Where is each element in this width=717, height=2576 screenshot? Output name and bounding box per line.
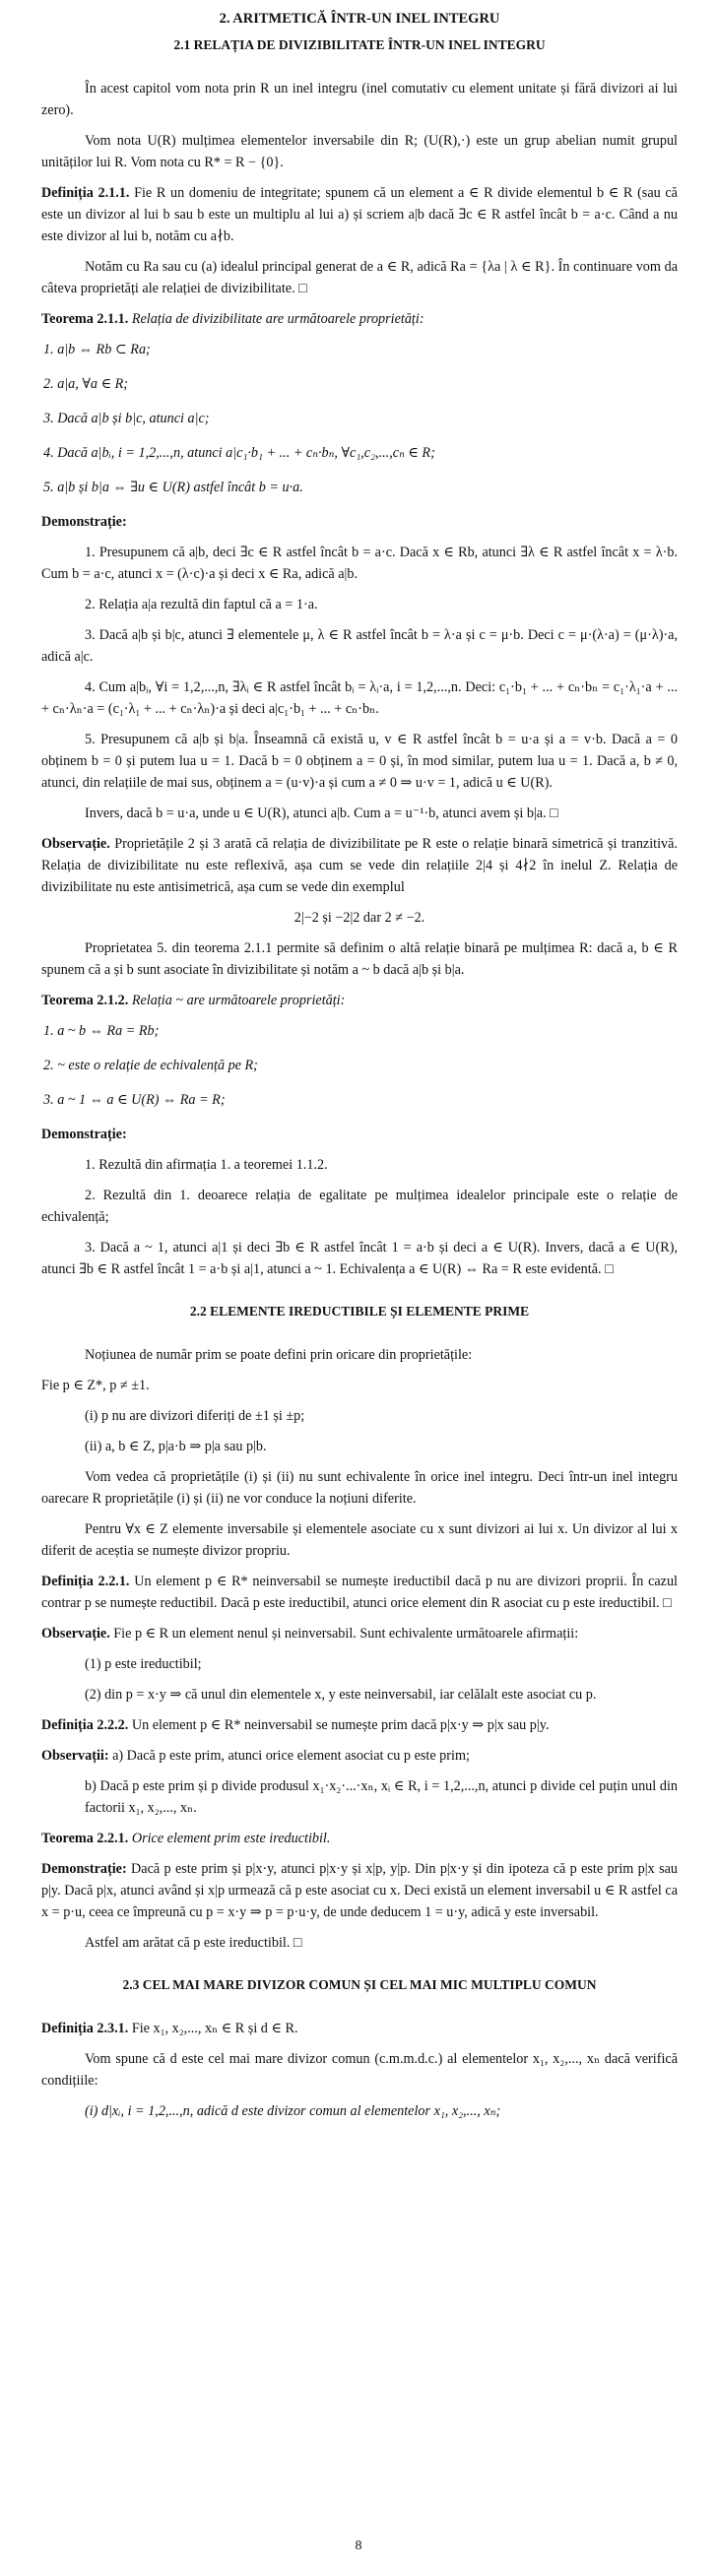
theorem-label: Teorema 2.1.2.	[41, 993, 129, 1009]
list-item: (i) p nu are divizori diferiți de ±1 și ±p;	[85, 1408, 305, 1425]
observation	[41, 833, 678, 898]
theorem-text: Relația ~ are următoarele proprietăți:	[128, 993, 346, 1009]
definition-2-3-1	[41, 2018, 678, 2039]
paragraph: Proprietatea 5. din teorema 2.1.1 permite să definim o altă relație binară pe mulțimea R: dacă a, b ∈ R spunem că a și b sunt asociate în divizibilitate și notăm a ~ b dacă a|b și b|a.	[41, 940, 678, 979]
definition-label: Definiția 2.2.2.	[41, 1717, 129, 1734]
paragraph: Fie p ∈ Z*, p ≠ ±1.	[41, 1378, 150, 1394]
list-item: 1. a ~ b ⇔ Ra = Rb;	[43, 1023, 160, 1040]
proof-step: 5. Presupunem că a|b și b|a. Înseamnă că există u, v ∈ R astfel încât b = u·a și a = v·b. Dacă a = 0 obținem b = 0 și putem lua u = 1. Dacă b = 0 obținem a = 0 și, în mod similar, putem lua u = 1. Dacă a, b ≠ 0, atunci, din relațiile de mai sus, obținem a = (u·v)·a și cum a ≠ 0 ⇒ u·v = 1, adică u ∈ U(R).	[41, 732, 678, 792]
list-item: (2) din p = x·y ⇒ că unul din elementele x, y este neinversabil, iar celălalt este asociat cu p.	[85, 1687, 597, 1704]
observation	[41, 1623, 678, 1644]
list-item: 4. Dacă a|bᵢ, i = 1,2,...,n, atunci a|c₁·b₁ + ... + cₙ·bₙ, ∀c₁,c₂,...,cₙ ∈ R;	[43, 445, 435, 462]
proof	[41, 1858, 678, 1923]
proof-step: 4. Cum a|bᵢ, ∀i = 1,2,...,n, ∃λᵢ ∈ R astfel încât bᵢ = λᵢ·a, i = 1,2,...,n. Deci: c₁·b₁ + ... + cₙ·bₙ = c₁·λ₁·a + ... + cₙ·λₙ·a = (c₁·λ₁ + ... + cₙ·λₙ)·a și deci a|c₁·b₁ + ... + cₙ·bₙ.	[41, 679, 678, 718]
definition-text: Fie R un domeniu de integritate; spunem că un element a ∈ R divide elementul b ∈ R (sau că este un divizor al lui b sau b este un multiplu al lui a) și scriem a|b dacă ∃c ∈ R astfel încât b = a·c. Când a nu este divizor al lui b, notăm cu a∤b.	[41, 185, 678, 245]
observation-text: Fie p ∈ R un element nenul și neinversabil. Sunt echivalente următoarele afirmații:	[109, 1626, 579, 1642]
chapter-title: 2. ARITMETICĂ ÎNTR-UN INEL INTEGRU	[219, 11, 500, 27]
observation-label: Observație.	[41, 1626, 110, 1642]
section-title-2-3: 2.3 CEL MAI MARE DIVIZOR COMUN ȘI CEL MAI MIC MULTIPLU COMUN	[122, 1977, 597, 1993]
list-item: 2. a|a, ∀a ∈ R;	[43, 376, 129, 393]
proof-step: 2. Rezultă din 1. deoarece relația de egalitate pe mulțimea idealelor principale este o relație de echivalență;	[41, 1188, 678, 1226]
list-item: 1. a|b ⇔ Rb ⊂ Ra;	[43, 342, 151, 358]
paragraph: Notăm cu Ra sau cu (a) idealul principal generat de a ∈ R, adică Ra = {λa | λ ∈ R}. În continuare vom da câteva proprietăți ale relației de divizibilitate. □	[41, 259, 678, 297]
proof-label: Demonstrație:	[41, 1127, 127, 1143]
list-item: 2. ~ este o relație de echivalență pe R;	[43, 1058, 258, 1074]
paragraph: Noțiunea de număr prim se poate defini prin oricare din proprietățile:	[85, 1347, 473, 1364]
observation-item: a) Dacă p este prim, atunci orice element asociat cu p este prim;	[112, 1748, 470, 1765]
definition-text: Un element p ∈ R* neinversabil se numește ireductibil dacă p nu are divizori proprii. În cazul contrar p se numește reductibil. Dacă p este ireductibil, atunci orice element din R asociat cu p este ireductibil. □	[41, 1574, 678, 1612]
paragraph: Vom vedea că proprietățile (i) și (ii) nu sunt echivalente în orice inel integru. Deci într-un inel integru oarecare R proprietățile (i) și (ii) ne vor conduce la noțiuni diferite.	[41, 1469, 678, 1508]
proof-step: 3. Dacă a|b și b|c, atunci ∃ elementele μ, λ ∈ R astfel încât b = λ·a și c = μ·b. Deci c = μ·(λ·a) = (μ·λ)·a, adică a|c.	[41, 627, 678, 666]
proof-label: Demonstrație:	[41, 1861, 127, 1878]
paragraph: În acest capitol vom nota prin R un inel integru (inel comutativ cu element unitate și fără divizori ai lui zero).	[41, 81, 678, 119]
theorem-2-1-2	[41, 990, 678, 1011]
proof-text: Dacă p este prim și p|x·y, atunci p|x·y și x|p, y|p. Din p|x·y și din ipoteza că p este prim p|x sau p|y. Dacă p|x, atunci având și x|p urmează că p este asociat cu x. Deci există un element inversabil u ∈ R astfel ca x = p·u, ceea ce împreună cu p = x·y ⇒ p = p·u·y, de unde deducem 1 = u·y, adică y este inversabil.	[41, 1861, 678, 1921]
proof-step: 1. Rezultă din afirmația 1. a teoremei 1.1.2.	[85, 1157, 328, 1174]
theorem-2-2-1	[41, 1828, 678, 1849]
definition-text: Fie x₁, x₂,..., xₙ ∈ R și d ∈ R.	[128, 2021, 298, 2037]
definition-2-2-2	[41, 1714, 678, 1736]
proof-step: 1. Presupunem că a|b, deci ∃c ∈ R astfel încât b = a·c. Dacă x ∈ Rb, atunci ∃λ ∈ R astfel încât x = λ·b. Cum b = a·c, atunci x = (λ·c)·a și deci x ∈ Ra, adică a|b.	[41, 545, 678, 583]
theorem-label: Teorema 2.2.1.	[41, 1831, 129, 1847]
theorem-2-1-1	[41, 308, 678, 330]
list-item: 3. a ~ 1 ⇔ a ∈ U(R) ⇔ Ra = R;	[43, 1092, 226, 1109]
observations-label: Observații:	[41, 1748, 109, 1765]
observation-label: Observație.	[41, 836, 110, 853]
proof-step: Invers, dacă b = u·a, unde u ∈ U(R), atunci a|b. Cum a = u⁻¹·b, atunci avem și b|a. □	[85, 805, 558, 822]
page-number: 8	[355, 2539, 362, 2553]
formula: 2|−2 și −2|2 dar 2 ≠ −2.	[293, 910, 425, 927]
page	[41, 8, 678, 2131]
proof-label: Demonstrație:	[41, 514, 127, 531]
definition-text: Un element p ∈ R* neinversabil se numește prim dacă p|x·y ⇒ p|x sau p|y.	[128, 1717, 550, 1734]
theorem-text: Orice element prim este ireductibil.	[128, 1831, 331, 1847]
paragraph: Vom nota U(R) mulțimea elementelor inversabile din R; (U(R),·) este un grup abelian numit grupul unităților lui R. Vom nota cu R* = R − {0}.	[41, 133, 678, 171]
proof-end: Astfel am arătat că p este ireductibil. □	[85, 1935, 302, 1952]
section-title-2-2: 2.2 ELEMENTE IREDUCTIBILE ȘI ELEMENTE PRIME	[189, 1304, 530, 1320]
proof-step: 2. Relația a|a rezultă din faptul că a = 1·a.	[85, 597, 318, 613]
theorem-label: Teorema 2.1.1.	[41, 311, 129, 328]
observation-text: Proprietățile 2 și 3 arată că relația de divizibilitate pe R este o relație binară simetrică și tranzitivă. Relația de divizibilitate nu este reflexivă, așa cum se vede din relațiile 2|4 și 4∤2 în inelul Z. Relația de divizibilitate nu este antisimetrică, așa cum se vede din exemplul	[41, 836, 678, 896]
paragraph: Pentru ∀x ∈ Z elemente inversabile și elementele asociate cu x sunt divizori ai lui x. Un divizor al lui x diferit de aceștia se numește divizor propriu.	[41, 1521, 678, 1560]
list-item: (1) p este ireductibil;	[85, 1656, 202, 1673]
definition-label: Definiția 2.2.1.	[41, 1574, 130, 1590]
theorem-text: Relația de divizibilitate are următoarele proprietăți:	[128, 311, 424, 328]
paragraph: Vom spune că d este cel mai mare divizor comun (c.m.m.d.c.) al elementelor x₁, x₂,..., xₙ dacă verifică condițiile:	[41, 2051, 678, 2090]
observation-item: b) Dacă p este prim și p divide produsul x₁·x₂·...·xₙ, xᵢ ∈ R, i = 1,2,...,n, atunci p divide cel puțin unul din factorii x₁, x₂,..., xₙ.	[85, 1778, 678, 1817]
definition-2-1-1	[41, 182, 678, 247]
list-item: 3. Dacă a|b și b|c, atunci a|c;	[43, 411, 210, 427]
observations	[41, 1745, 678, 1767]
definition-label: Definiția 2.1.1.	[41, 185, 130, 202]
section-title-2-1: 2.1 RELAȚIA DE DIVIZIBILITATE ÎNTR-UN INEL INTEGRU	[173, 37, 546, 53]
definition-label: Definiția 2.3.1.	[41, 2021, 129, 2037]
list-item: 5. a|b și b|a ⇔ ∃u ∈ U(R) astfel încât b = u·a.	[43, 480, 303, 496]
list-item: (i) d|xᵢ, i = 1,2,...,n, adică d este divizor comun al elementelor x₁, x₂,..., xₙ;	[85, 2103, 501, 2120]
list-item: (ii) a, b ∈ Z, p|a·b ⇒ p|a sau p|b.	[85, 1439, 267, 1455]
proof-step: 3. Dacă a ~ 1, atunci a|1 și deci ∃b ∈ R astfel încât 1 = a·b și deci a ∈ U(R). Invers, dacă a ∈ U(R), atunci ∃b ∈ R astfel încât 1 = a·b și a|1, atunci a ~ 1. Echivalența a ∈ U(R) ⇔ Ra = R este evidentă. □	[41, 1240, 678, 1278]
definition-2-2-1	[41, 1571, 678, 1614]
